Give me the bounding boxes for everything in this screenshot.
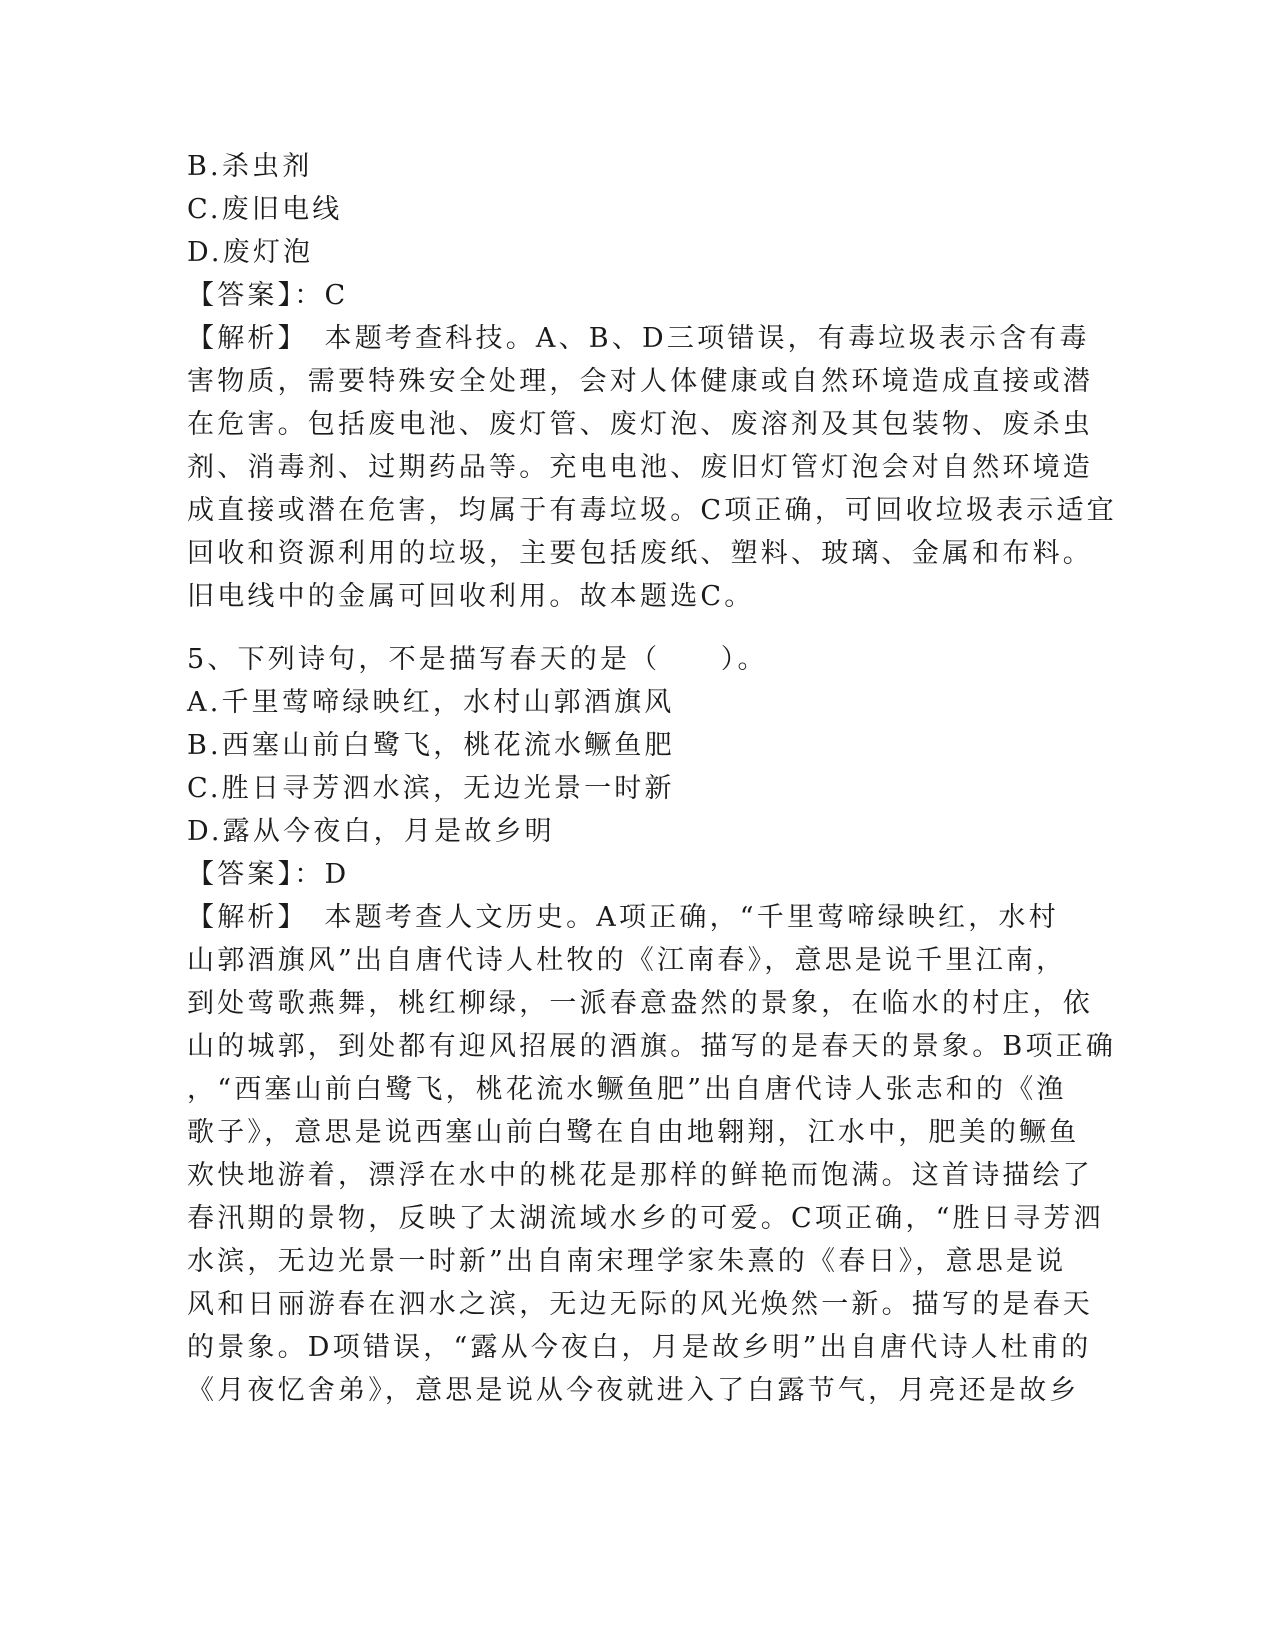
analysis-line: 成直接或潜在危害，均属于有毒垃圾。C项正确，可回收垃圾表示适宜 [187, 495, 1117, 526]
option-b: B.西塞山前白鹭飞，桃花流水鳜鱼肥 [187, 730, 675, 761]
analysis-line: 歌子》，意思是说西塞山前白鹭在自由地翱翔，江水中，肥美的鳜鱼 [187, 1117, 1080, 1148]
option-d: D.露从今夜白，月是故乡明 [187, 816, 555, 847]
analysis-line: 【解析】 本题考查人文历史。A项正确，“千里莺啼绿映红，水村 [187, 902, 1059, 933]
analysis-line: 害物质，需要特殊安全处理，会对人体健康或自然环境造成直接或潜 [187, 366, 1093, 397]
analysis-line: 旧电线中的金属可回收利用。故本题选C。 [187, 581, 755, 612]
analysis-line: 欢快地游着，漂浮在水中的桃花是那样的鲜艳而饱满。这首诗描绘了 [187, 1160, 1093, 1191]
question-text: 5、下列诗句，不是描写春天的是（ ）。 [187, 644, 768, 675]
question-5-block [187, 638, 1117, 1412]
analysis-line: 【解析】 本题考查科技。A、B、D三项错误，有毒垃圾表示含有毒 [187, 323, 1090, 354]
analysis-line: 在危害。包括废电池、废灯管、废灯泡、废溶剂及其包装物、废杀虫 [187, 409, 1093, 440]
analysis-line: 风和日丽游春在泗水之滨，无边无际的风光焕然一新。描写的是春天 [187, 1289, 1093, 1320]
analysis-line: 山郭酒旗风”出自唐代诗人杜牧的《江南春》，意思是说千里江南， [187, 945, 1067, 976]
analysis-line: 春汛期的景物，反映了太湖流域水乡的可爱。C项正确，“胜日寻芳泗 [187, 1203, 1104, 1234]
option-b: B.杀虫剂 [187, 151, 313, 182]
document-page [187, 145, 1117, 1412]
spacer [187, 618, 1077, 638]
option-c: C.废旧电线 [187, 194, 343, 225]
analysis-line: 剂、消毒剂、过期药品等。充电电池、废旧灯管灯泡会对自然环境造 [187, 452, 1093, 483]
analysis-line: 回收和资源利用的垃圾，主要包括废纸、塑料、玻璃、金属和布料。 [187, 538, 1093, 569]
analysis-paragraph [187, 317, 1117, 618]
answer-line: 【答案】：C [187, 280, 349, 311]
option-a: A.千里莺啼绿映红，水村山郭酒旗风 [187, 687, 675, 718]
question-4-block [187, 145, 1117, 618]
analysis-line: 的景象。D项错误，“露从今夜白，月是故乡明”出自唐代诗人杜甫的 [187, 1332, 1092, 1363]
analysis-line: 《月夜忆舍弟》，意思是说从今夜就进入了白露节气，月亮还是故乡 [187, 1375, 1080, 1406]
option-d: D.废灯泡 [187, 237, 314, 268]
analysis-line: 山的城郭，到处都有迎风招展的酒旗。描写的是春天的景象。B项正确 [187, 1031, 1117, 1062]
option-c: C.胜日寻芳泗水滨，无边光景一时新 [187, 773, 675, 804]
analysis-line: 水滨，无边光景一时新”出自南宋理学家朱熹的《春日》，意思是说 [187, 1246, 1067, 1277]
analysis-line: ，“西塞山前白鹭飞，桃花流水鳜鱼肥”出自唐代诗人张志和的《渔 [187, 1074, 1067, 1105]
answer-line: 【答案】：D [187, 859, 350, 890]
analysis-paragraph [187, 896, 1117, 1412]
analysis-line: 到处莺歌燕舞，桃红柳绿，一派春意盎然的景象，在临水的村庄，依 [187, 988, 1093, 1019]
